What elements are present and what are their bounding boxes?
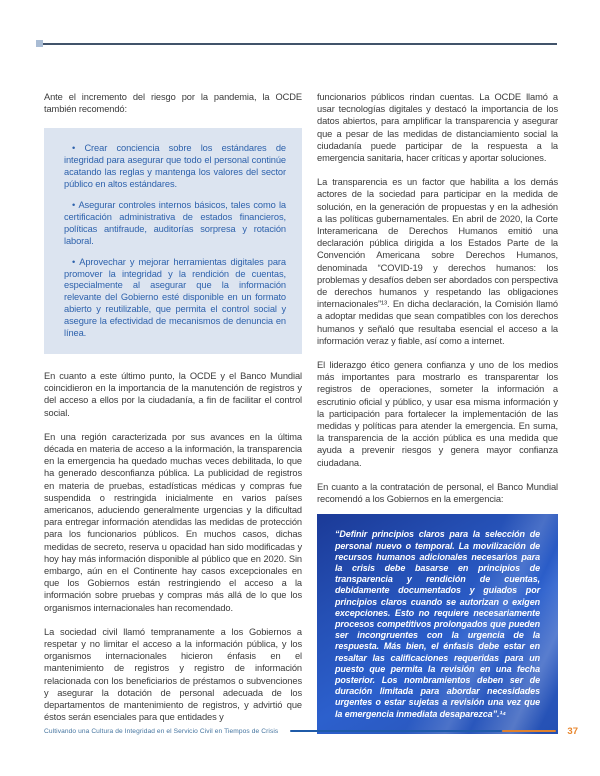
- footer-rule-blue: [290, 730, 502, 732]
- paragraph: La sociedad civil llamó tempranamente a los Gobiernos a respetar y no limitar el acceso a la información pública, y los organismos internacionales hicieron énfasis en el mantenimiento de registros y registro de información relacionada con los beneficiarios de préstamos o subvenciones y asegurar la dotación de personal adecuada de los departamentos de mantenimiento de registros, y advirtió que éstos serán esenciales para que entidades y: [44, 626, 302, 723]
- paragraph: En una región caracterizada por sus avances en la última década en materia de acceso a la información, la transparencia en la emergencia ha quedado muchas veces debilitada, lo que ha generado desconfianza pública. La publicidad de registros en materia de pruebas, estadísticas médicas y compras fue suspendida o restringida inicialmente en varios países americanos, aduciendo generalmente urgencias y la dificultad para entregar información atendidas las medidas de protección para los funcionarios públicos. En muchos casos, dichas medidas de secreto, reserva u opacidad han sido modificadas y hoy hay más información disponible al público que en 2020. Sin embargo, aún en el Continente hay casos excepcionales en que los Gobiernos están restringiendo el acceso a la información sobre pruebas y compras más allá de lo que los organismos internacionales han recomendado.: [44, 431, 302, 613]
- paragraph: funcionarios públicos rindan cuentas. La OCDE llamó a usar tecnologías digitales y destacó la importancia de los datos abiertos, para amplificar la transparencia y asegurar que a pesar de las medidas de distanciamiento social la ciudadanía puede participar de la respuesta a la emergencia sanitaria, hacer críticas y aportar soluciones.: [317, 92, 558, 164]
- quote-box: [317, 514, 558, 733]
- paragraph: La transparencia es un factor que habilita a los demás actores de la sociedad para participar en la medida de solución, en la generación de propuestas y en la adhesión a las políticas gubernamentales. En abril de 2020, la Corte Interamericana de Derechos Humanos emitió una declaración pública dirigida a los Estados Parte de la Convención Americana sobre Derechos Humanos, denominada “COVID-19 y derechos humanos: los problemas y desafíos deben ser abordados con perspectiva de derechos humanos y respetando las obligaciones internacionales”¹³. En dicha declaración, la Comisión llamó a adoptar medidas que sean compatibles con los derechos humanos y señaló que resultaba esencial el acceso a la información veraz y fiable, así como a internet.: [317, 177, 558, 346]
- quote-text: “Definir principios claros para la selección de personal nuevo o temporal. La movilización de recursos humanos adicionales necesarios para la crisis debe basarse en principios de transparencia y rendición de cuentas, debidamente documentados y guiados por principios claros cuando se autorizan o exigen excepciones. Esto no requiere necesariamente procesos competitivos prolongados que pueden ser incongruentes con la urgencia de la respuesta. Más bien, el énfasis debe estar en resaltar las calificaciones requeridas para un puesto que permita la revisión en una fecha posterior. Los nombramientos deben ser de duración limitada para abordar necesidades urgentes o estar sujetas a revisión una vez que la emergencia inmediata desaparezca”.¹⁴: [335, 529, 540, 719]
- recommendations-box: [44, 128, 302, 354]
- bullet-item: • Aprovechar y mejorar herramientas digitales para promover la integridad y la rendición de cuentas, especialmente al asegurar que la información relevante del Gobierno esté disponible en un formato abierto y reutilizable, que permita el control social y asegure la efectividad de mecanismos de denuncia en línea.: [64, 257, 286, 340]
- top-rule: [43, 43, 557, 45]
- bullet-item: • Asegurar controles internos básicos, tales como la certificación administrativa de estados financieros, políticas antifraude, auditorías sorpresa y rotación laboral.: [64, 200, 286, 248]
- text-columns: [44, 91, 558, 735]
- left-column: [44, 91, 302, 735]
- page-number: 37: [567, 725, 578, 737]
- paragraph: El liderazgo ético genera confianza y uno de los medios más importantes para mostrarlo es transparentar los registros de operaciones, someter la información a escrutinio oficial y público, y usar esa misma información y la participación para fortalecer la implementación de las medidas y políticas para atender la emergencia. En suma, la transparencia de la acción pública es una medida que ayuda a prevenir riesgos y genera mayor confianza ciudadana.: [317, 360, 558, 468]
- corner-marker-square: [36, 40, 43, 47]
- footer-title: Cultivando una Cultura de Integridad en el Servicio Civil en Tiempos de Crisis: [44, 727, 279, 735]
- paragraph: En cuanto a la contratación de personal, el Banco Mundial recomendó a los Gobiernos en la emergencia:: [317, 481, 558, 505]
- bullet-item: • Crear conciencia sobre los estándares de integridad para asegurar que todo el personal continúe acatando las reglas y mantenga los valores del sector público en altos estándares.: [64, 143, 286, 191]
- footer-rule-orange: [502, 730, 556, 732]
- right-column: [317, 91, 558, 735]
- paragraph: En cuanto a este último punto, la OCDE y el Banco Mundial coincidieron en la importancia de la manutención de registros y del acceso a ellos por la ciudadanía, a fin de facilitar el control social.: [44, 371, 302, 418]
- page-footer: [44, 724, 578, 738]
- intro-paragraph: Ante el incremento del riesgo por la pandemia, la OCDE también recomendó:: [44, 92, 302, 115]
